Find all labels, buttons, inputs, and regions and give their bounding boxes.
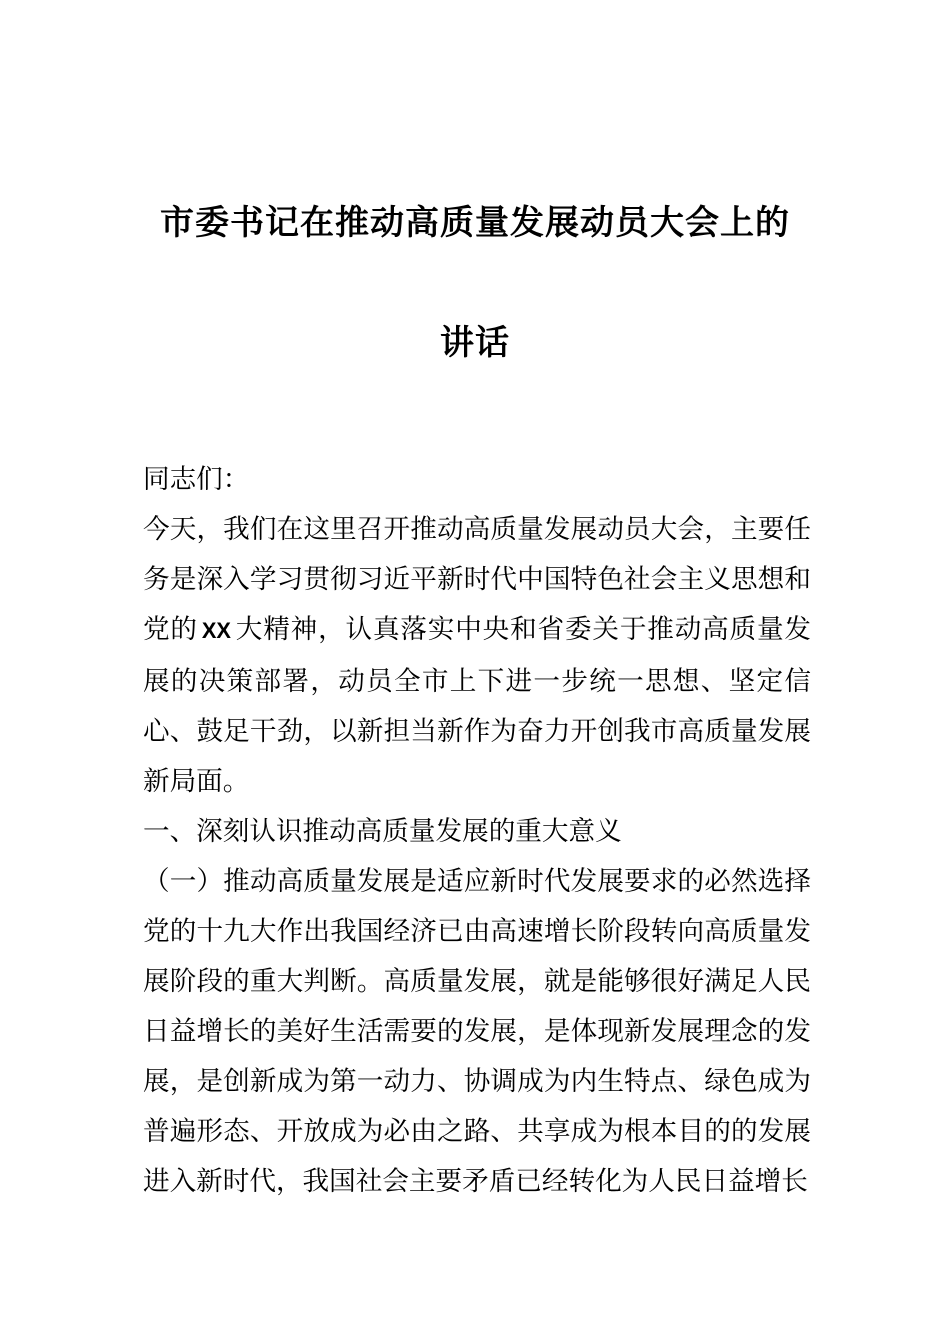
document-body [143,454,811,1206]
opening-run-before-xx: 今天，我们在这里召开推动高质量发展动员大会，主要任务是深入学习贯彻习近平新时代中国特色社会主义思想和党的 [143,514,811,644]
paragraph-opening [143,504,811,806]
section-heading-one: 一、深刻认识推动高质量发展的重大意义 [143,816,622,846]
document-title: 市委书记在推动高质量发展动员大会上的讲话 [160,205,790,362]
paragraph-subsection-one: （一）推动高质量发展是适应新时代发展要求的必然选择党的十九大作出我国经济已由高速增长阶段转向高质量发展阶段的重大判断。高质量发展，就是能够很好满足人民日益增长的美好生活需要的发展，是体现新发展理念的发展，是创新成为第一动力、协调成为内生特点、绿色成为普遍形态、开放成为必由之路、共享成为根本目的的发展进入新时代，我国社会主要矛盾已经转化为人民日益增长 [143,866,811,1196]
opening-run-after-xx: 大精神，认真落实中央和省委关于推动高质量发展的决策部署，动员全市上下进一步统一思想、坚定信心、鼓足干劲，以新担当新作为奋力开创我市高质量发展新局面。 [143,614,812,796]
paragraph-salutation: 同志们： [143,464,250,494]
xx-placeholder-text: XX [201,618,231,643]
